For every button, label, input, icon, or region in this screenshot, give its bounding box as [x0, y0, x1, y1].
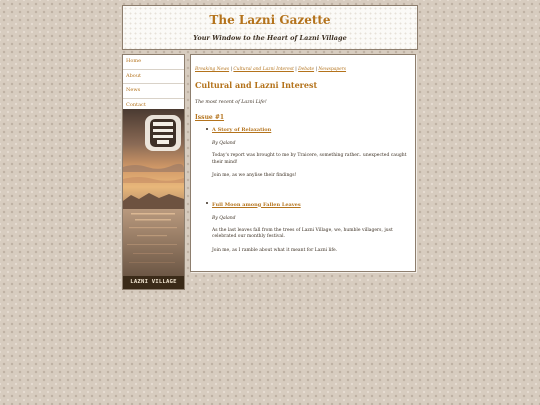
article-paragraph: As the last leaves fall from the trees of Lazni Village, we, humble villagers, just celebrated our monthly festival. [212, 227, 393, 239]
breadcrumb [195, 67, 411, 72]
main-content [190, 54, 416, 272]
sidebar-item-news[interactable]: News [123, 84, 184, 99]
breadcrumb-link-breaking-news[interactable]: Breaking News [195, 67, 230, 72]
site-header [122, 5, 418, 50]
bullet-icon [206, 128, 208, 130]
article-byline: By Qaland [212, 141, 236, 146]
article-title-link[interactable]: A Story of Relaxation [212, 127, 272, 133]
article-paragraph: Join me, as I ramble about what it meant for Lazni life. [212, 247, 338, 253]
article-title-link[interactable]: Full Moon among Fallen Leaves [212, 201, 301, 208]
sidebar-item-home[interactable]: Home [123, 55, 184, 70]
village-emblem-icon [145, 115, 181, 151]
site-tagline: Your Window to the Heart of Lazni Village [193, 34, 347, 42]
breadcrumb-link-debate[interactable]: Debate [298, 67, 315, 72]
article-paragraph: Today's report was brought to me by Traicere, something rather.. unexpected caught their mind! [212, 153, 407, 165]
list-item [207, 127, 411, 180]
sidebar-item-contact[interactable]: Contact [123, 99, 184, 114]
sidebar-item-about[interactable]: About [123, 70, 184, 85]
breadcrumb-separator: | [315, 67, 317, 72]
breadcrumb-separator: | [230, 67, 232, 72]
sidebar [122, 54, 185, 290]
sunset-lake-illustration [123, 109, 184, 289]
site-title: The Lazni Gazette [209, 13, 331, 27]
article-byline: By Qaland [212, 215, 236, 221]
article-paragraph: Join me, as we anylise their findings! [212, 173, 297, 178]
bullet-icon [206, 202, 208, 204]
breadcrumb-separator: | [295, 67, 297, 72]
page-subtitle: The most recent of Lazni Life! [195, 100, 267, 105]
list-item [207, 202, 411, 255]
breadcrumb-link-newspapers[interactable]: Newspapers [318, 67, 347, 72]
issue-link[interactable]: Issue #1 [195, 114, 225, 121]
banner-caption: LAZNI VILLAGE [123, 276, 184, 289]
page-title: Cultural and Lazni Interest [195, 80, 318, 90]
article-list [195, 127, 411, 254]
village-banner-image [123, 109, 184, 289]
breadcrumb-link-cultural[interactable]: Cultural and Lazni Interest [233, 67, 294, 72]
